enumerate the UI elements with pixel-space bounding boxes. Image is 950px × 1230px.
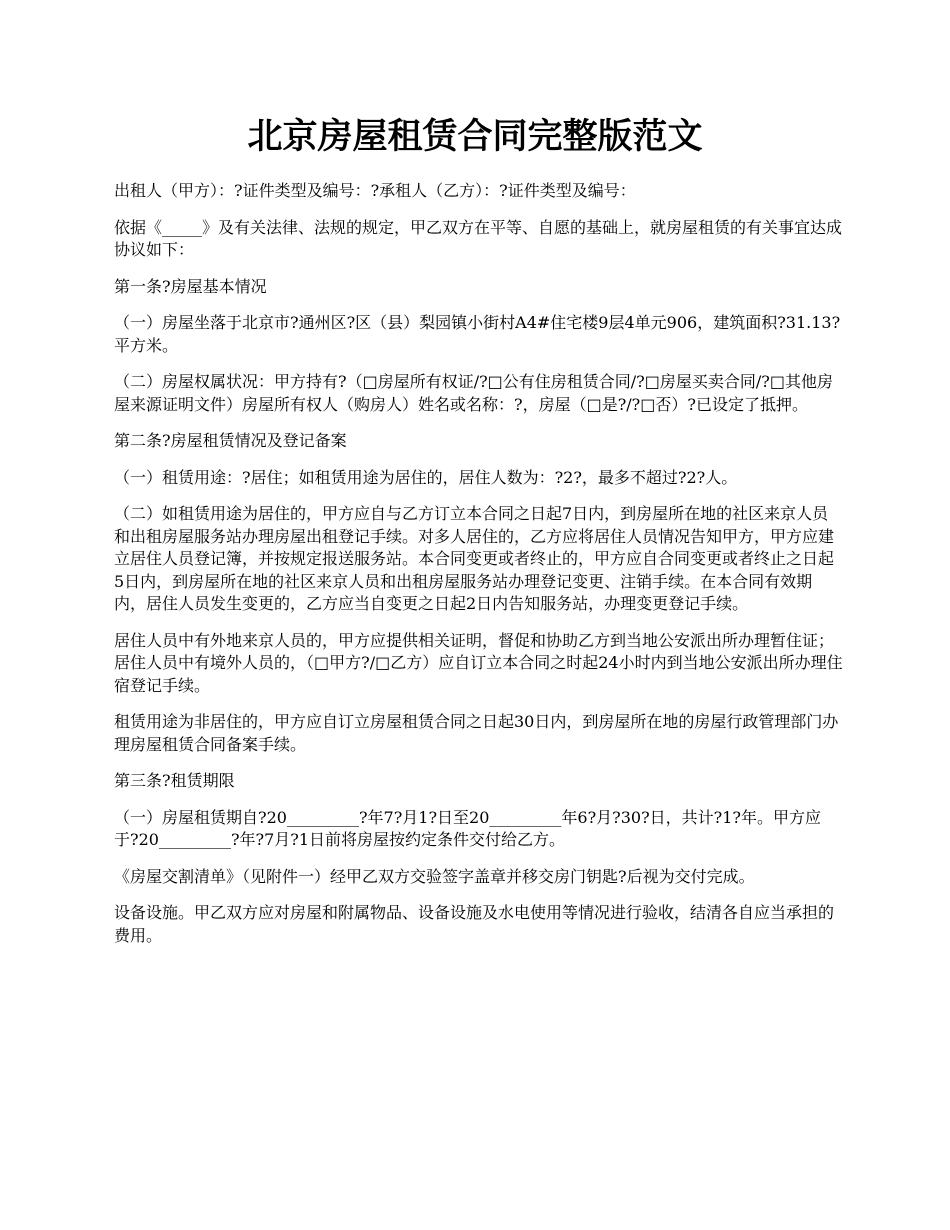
paragraph-preamble: 依据《_____》及有关法律、法规的规定，甲乙双方在平等、自愿的基础上，就房屋租赁的有关事宜达成协议如下： [114, 217, 843, 259]
paragraph-non-residential: 租赁用途为非居住的，甲方应自订立房屋租赁合同之日起30日内，到房屋所在地的房屋行政管理部门办理房屋租赁合同备案手续。 [114, 712, 839, 754]
article-2-heading: 第二条?房屋租赁情况及登记备案 [114, 431, 347, 450]
paragraph-facilities: 设备设施。甲乙双方应对房屋和附属物品、设备设施及水电使用等情况进行验收，结清各自应当承担的费用。 [114, 903, 835, 945]
document-title: 北京房屋租赁合同完整版范文 [247, 116, 703, 157]
paragraph-registration: （二）如租赁用途为居住的，甲方应自与乙方订立本合同之日起7日内，到房屋所在地的社区来京人员和出租房屋服务站办理房屋出租登记手续。对多人居住的，乙方应将居住人员情况告知甲方，甲方应建立居住人员登记簿，并按规定报送服务站。本合同变更或者终止的，甲方应自合同变更或者终止之日起5日内，到房屋所在地的社区来京人员和出租房屋服务站办理登记变更、注销手续。在本合同有效期内，居住人员发生变更的，乙方应当自变更之日起2日内告知服务站，办理变更登记手续。 [114, 504, 835, 613]
paragraph-ownership: （二）房屋权属状况：甲方持有?（□房屋所有权证/?□公有住房租赁合同/?□房屋买卖合同/?□其他房屋来源证明文件）房屋所有权人（购房人）姓名或名称：?，房屋（□是?/?□否）?已设定了抵押。 [114, 372, 833, 414]
paragraph-location: （一）房屋坐落于北京市?通州区?区（县）梨园镇小街村A4#住宅楼9层4单元906，建筑面积?31.13?平方米。 [114, 313, 841, 355]
paragraph-parties: 出租人（甲方）：?证件类型及编号：?承租人（乙方）：?证件类型及编号： [114, 181, 636, 200]
paragraph-term: （一）房屋租赁期自?20_________?年7?月1?日至20_________年6?月?30?日，共计?1?年。甲方应于?20_________?年?7月?1日前将房屋按约定条件交付给乙方。 [114, 807, 822, 849]
paragraph-usage: （一）租赁用途：?居住；如租赁用途为居住的，居住人数为：?2?，最多不超过?2?人。 [114, 467, 738, 487]
paragraph-residents: 居住人员中有外地来京人员的，甲方应提供相关证明，督促和协助乙方到当地公安派出所办理暂住证；居住人员中有境外人员的，（□甲方?/□乙方）应自订立本合同之时起24小时内到当地公安派出所办理住宿登记手续。 [114, 630, 843, 695]
document-body [114, 180, 844, 961]
paragraph-handover-list: 《房屋交割清单》（见附件一）经甲乙双方交验签字盖章并移交房门钥匙?后视为交付完成。 [114, 866, 755, 886]
article-3-heading: 第三条?租赁期限 [114, 771, 235, 790]
article-1-heading: 第一条?房屋基本情况 [114, 276, 267, 296]
